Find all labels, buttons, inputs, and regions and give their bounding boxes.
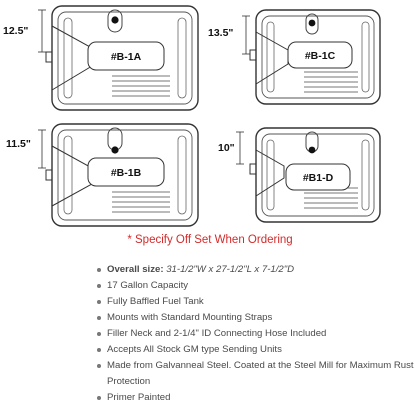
- spec-item: Fully Baffled Fuel Tank: [96, 294, 416, 310]
- spec-item-overall-size: [96, 262, 416, 278]
- offset-label-b-1b: 11.5": [6, 138, 31, 150]
- tank-b-1a: [46, 6, 198, 110]
- offset-label-b1-d: 10": [218, 142, 235, 154]
- tank-b-1c: [250, 10, 380, 104]
- offset-note: * Specify Off Set When Ordering: [127, 234, 293, 246]
- spec-overall-size-value: 31-1/2"W x 27-1/2"L x 7-1/2"D: [166, 264, 295, 275]
- spec-item: 17 Gallon Capacity: [96, 278, 416, 294]
- tank-label-b-1a: #B-1A: [110, 51, 142, 63]
- offset-label-b-1c: 13.5": [208, 27, 234, 39]
- tank-label-b-1b: #B-1B: [110, 167, 142, 179]
- spec-list: [96, 262, 416, 406]
- offset-dimension-b-1a: [3, 10, 46, 52]
- tank-label-b-1c: #B-1C: [304, 50, 336, 62]
- offset-label-b-1a: 12.5": [3, 25, 29, 37]
- spec-item: Mounts with Standard Mounting Straps: [96, 310, 416, 326]
- spec-item: Primer Painted: [96, 390, 416, 406]
- tank-label-b1-d: #B1-D: [302, 172, 334, 184]
- tank-b-1b: [46, 124, 198, 226]
- spec-item: Accepts All Stock GM type Sending Units: [96, 342, 416, 358]
- offset-dimension-b-1b: [6, 130, 46, 168]
- spec-item: Filler Neck and 2-1/4" ID Connecting Hose Included: [96, 326, 416, 342]
- spec-item: Made from Galvanneal Steel. Coated at the Steel Mill for Maximum Rust Protection: [96, 358, 416, 390]
- offset-dimension-b1-d: [218, 132, 244, 164]
- offset-dimension-b-1c: [208, 16, 250, 54]
- tank-b1-d: [250, 128, 380, 222]
- spec-overall-size-label: Overall size:: [107, 264, 164, 275]
